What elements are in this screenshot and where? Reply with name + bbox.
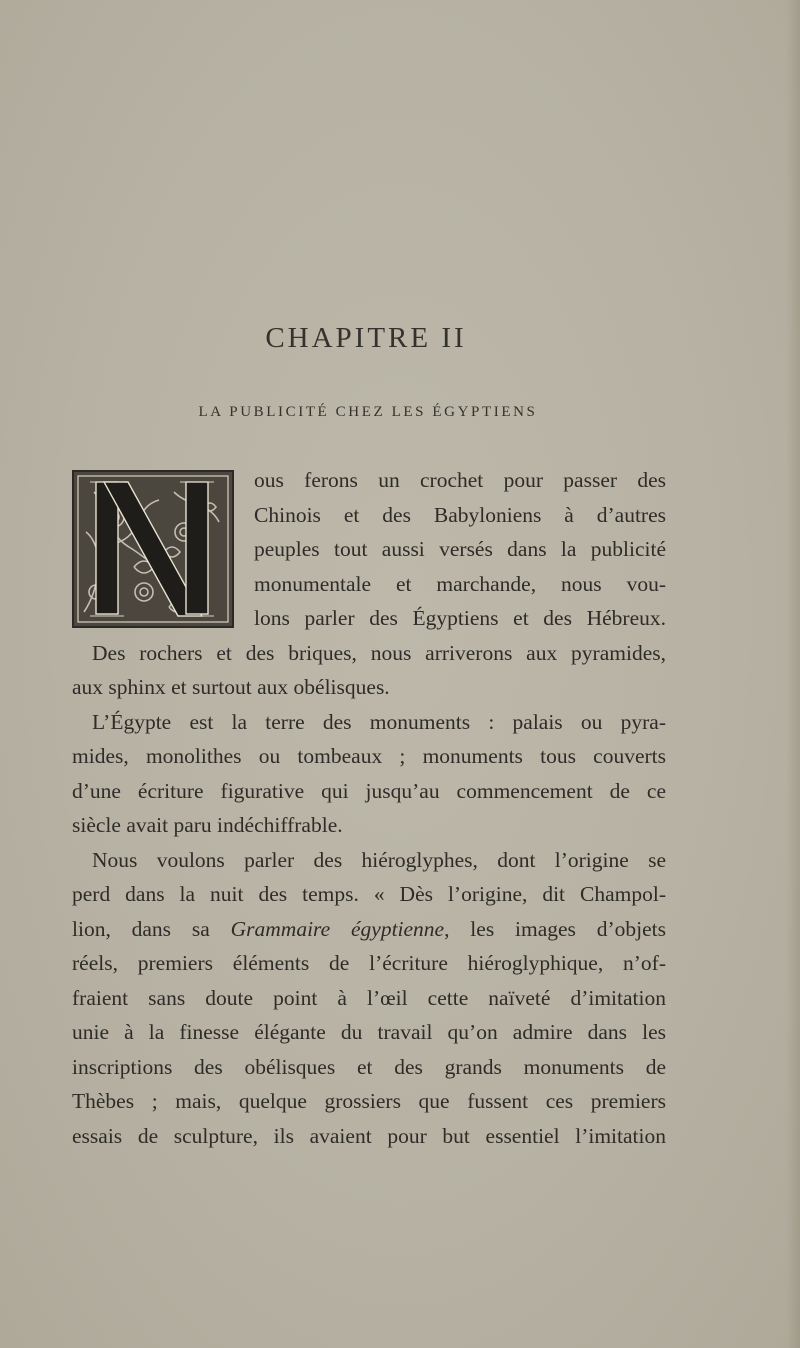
- page-edge-shadow: [786, 0, 800, 1348]
- text-line: Nous voulons parler des hiéroglyphes, dont l’origine se: [92, 847, 666, 872]
- text-line: fraient sans doute point à l’œil cette naïveté d’imitation: [72, 985, 666, 1010]
- text-line: Des rochers et des briques, nous arriverons aux pyramides,: [92, 640, 666, 665]
- text-line-with-italic: [72, 912, 666, 947]
- chapter-title: CHAPITRE II: [265, 322, 467, 354]
- text-line: lons parler des Égyptiens et des Hébreux.: [254, 606, 666, 630]
- text-line: aux sphinx et surtout aux obélisques.: [72, 675, 390, 699]
- book-title-italic: Grammaire égyptienne: [230, 916, 445, 941]
- text-line: inscriptions des obélisques et des grands monuments de: [72, 1054, 666, 1079]
- text-line: essais de sculpture, ils avaient pour but essentiel l’imitation: [72, 1123, 666, 1148]
- text-line: d’une écriture figurative qui jusqu’au commencement de ce: [72, 778, 666, 803]
- text-run: lion, dans sa: [72, 916, 210, 941]
- text-line: mides, monolithes ou tombeaux ; monuments tous couverts: [72, 744, 666, 768]
- text-line: Thèbes ; mais, quelque grossiers que fussent ces premiers: [72, 1089, 666, 1113]
- text-line: perd dans la nuit des temps. « Dès l’origine, dit Champol-: [72, 882, 666, 906]
- text-line: ous ferons un crochet pour passer des: [254, 468, 666, 492]
- text-run: , les images d’objets: [444, 916, 666, 941]
- text-line: réels, premiers éléments de l’écriture hiéroglyphique, n’of-: [72, 951, 666, 975]
- text-line: L’Égypte est la terre des monuments : palais ou pyra-: [92, 709, 666, 734]
- text-line: siècle avait paru indéchiffrable.: [72, 813, 343, 837]
- text-line: peuples tout aussi versés dans la publicité: [254, 537, 666, 561]
- body-text: [72, 463, 666, 1153]
- text-line: Chinois et des Babyloniens à d’autres: [254, 502, 666, 527]
- text-line: monumentale et marchande, nous vou-: [254, 571, 666, 596]
- text-line: unie à la finesse élégante du travail qu’on admire dans les: [72, 1020, 666, 1044]
- chapter-subtitle: LA PUBLICITÉ CHEZ LES ÉGYPTIENS: [198, 404, 538, 420]
